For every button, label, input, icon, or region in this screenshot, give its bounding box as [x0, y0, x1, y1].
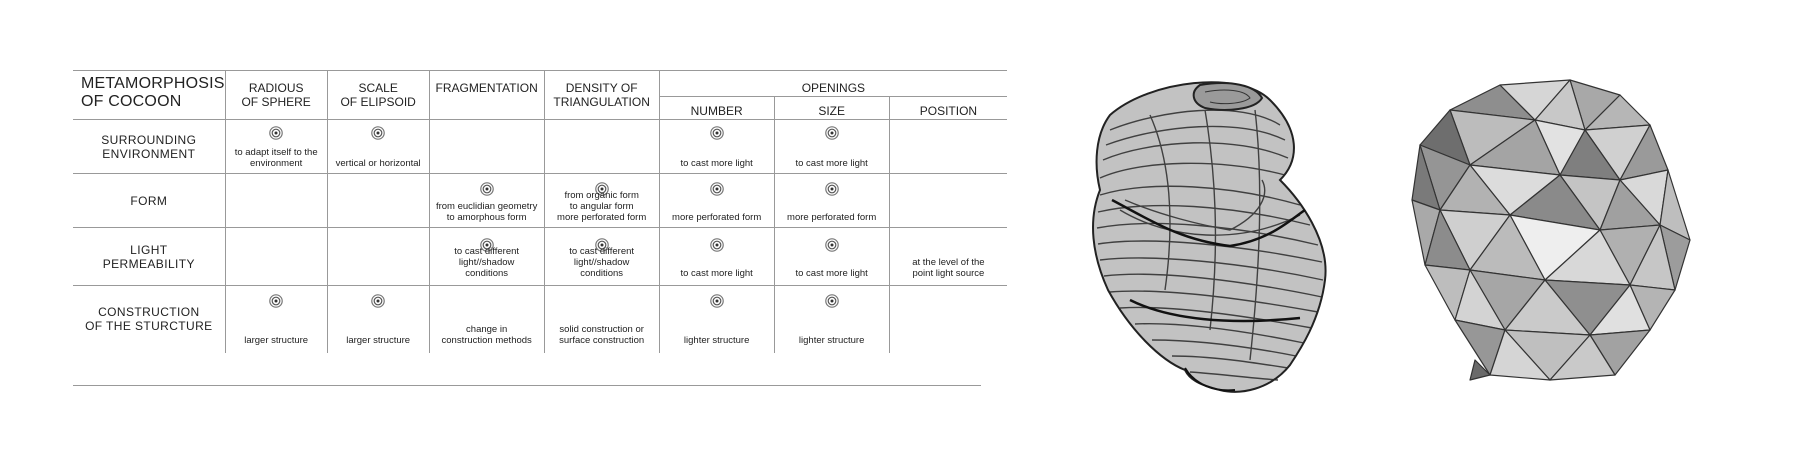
matrix-title-line-1: METAMORPHOSIS — [81, 75, 225, 92]
cell-surrounding-environment-radius — [225, 120, 327, 174]
target-marker-icon — [710, 182, 724, 196]
cell-note-line: conditions — [580, 268, 624, 279]
column-header-density-line-1: DENSITY OF — [565, 81, 638, 95]
subcolumn-number: NUMBER — [659, 97, 774, 120]
row-label-construction-line-2: OF THE STURCTURE — [85, 319, 213, 334]
cell-note — [775, 158, 889, 169]
cell-form-openings-number — [659, 174, 774, 228]
cell-note-line: at the level of the — [912, 257, 985, 268]
cell-note-line: to angular form — [569, 201, 634, 212]
cell-note-line: to cast more light — [795, 158, 868, 169]
cell-light-permeability-openings-size — [774, 228, 889, 286]
cell-note — [660, 268, 774, 279]
row-label-light-permeability — [73, 228, 225, 286]
matrix-row-construction — [73, 286, 1007, 353]
column-header-density-line-2: TRIANGULATION — [553, 95, 650, 109]
column-group-openings — [659, 71, 1007, 97]
row-label-surrounding-environment-line-1: SURROUNDING — [101, 132, 197, 147]
matrix-row-light-permeability — [73, 228, 1007, 286]
cell-note — [775, 335, 889, 346]
cell-light-permeability-scale — [327, 228, 429, 286]
row-label-light-permeability-line-1: LIGHT — [130, 242, 168, 257]
cell-note-line: construction methods — [441, 335, 532, 346]
row-label-surrounding-environment — [73, 120, 225, 174]
cell-note — [328, 335, 429, 346]
cell-note-line: point light source — [912, 268, 985, 279]
column-header-radius-line-1: RADIOUS — [248, 81, 304, 95]
cell-form-fragmentation — [429, 174, 544, 228]
cell-note-line: to cast different — [569, 246, 635, 257]
cell-surrounding-environment-scale — [327, 120, 429, 174]
cell-note-line: lighter structure — [683, 335, 750, 346]
cell-note-line: light//shadow — [573, 257, 630, 268]
target-marker-icon — [710, 294, 724, 308]
cell-light-permeability-openings-position — [889, 228, 1007, 286]
column-header-fragmentation-line-1: FRAGMENTATION — [435, 81, 538, 95]
contoured-cocoon-render — [1093, 82, 1326, 392]
target-marker-icon — [825, 126, 839, 140]
cell-note — [890, 257, 1008, 279]
target-marker-icon — [480, 182, 494, 196]
column-header-scale — [327, 71, 429, 120]
row-label-light-permeability-line-2: PERMEABILITY — [102, 256, 195, 271]
cell-surrounding-environment-openings-position — [889, 120, 1007, 174]
row-label-construction — [73, 286, 225, 353]
cell-note-line: environment — [250, 158, 303, 169]
cell-light-permeability-density — [544, 228, 659, 286]
target-marker-icon — [710, 126, 724, 140]
cell-note — [775, 212, 889, 223]
cell-note-line: lighter structure — [798, 335, 865, 346]
cell-note — [660, 212, 774, 223]
cell-form-openings-position — [889, 174, 1007, 228]
cell-construction-openings-position — [889, 286, 1007, 353]
cell-form-scale — [327, 174, 429, 228]
cell-note-line: light//shadow — [458, 257, 515, 268]
cell-surrounding-environment-openings-size — [774, 120, 889, 174]
cell-form-radius — [225, 174, 327, 228]
cell-note-line: from organic form — [564, 190, 639, 201]
cell-construction-scale — [327, 286, 429, 353]
cell-note-line: to cast more light — [680, 158, 753, 169]
cell-note-line: larger structure — [244, 335, 309, 346]
cell-note-line: solid construction or — [559, 324, 644, 335]
row-label-construction-line-1: CONSTRUCTION — [98, 305, 200, 320]
metamorphosis-matrix — [73, 70, 1007, 353]
cell-note-line: conditions — [465, 268, 509, 279]
matrix-title — [73, 71, 225, 120]
cell-note — [660, 335, 774, 346]
row-label-form — [73, 174, 225, 228]
target-marker-icon — [710, 238, 724, 252]
row-label-form-line-1: FORM — [130, 193, 168, 208]
cell-note — [660, 158, 774, 169]
cell-construction-fragmentation — [429, 286, 544, 353]
cell-note-line: to cast more light — [795, 268, 868, 279]
target-marker-icon — [825, 182, 839, 196]
cell-note — [545, 190, 659, 223]
column-group-openings-label: OPENINGS — [801, 81, 866, 95]
subcolumn-position: POSITION — [889, 97, 1007, 120]
matrix-title-line-2: OF COCOON — [81, 93, 182, 110]
target-marker-icon — [371, 294, 385, 308]
target-marker-icon — [269, 294, 283, 308]
target-marker-icon — [825, 238, 839, 252]
cell-note-line: to cast different — [454, 246, 520, 257]
cell-surrounding-environment-density — [544, 120, 659, 174]
cell-note-line: to adapt itself to the — [234, 147, 318, 158]
cell-surrounding-environment-fragmentation — [429, 120, 544, 174]
cell-note — [545, 324, 659, 346]
cell-note-line: to amorphous form — [446, 212, 527, 223]
faceted-cocoon-render — [1412, 80, 1690, 380]
cell-note — [775, 268, 889, 279]
cell-surrounding-environment-openings-number — [659, 120, 774, 174]
column-header-density — [544, 71, 659, 120]
cell-note-line: more perforated form — [557, 212, 647, 223]
target-marker-icon — [825, 294, 839, 308]
cell-note-line: vertical or horizontal — [335, 158, 421, 169]
matrix-row-surrounding-environment — [73, 120, 1007, 174]
cell-note-line: change in — [466, 324, 508, 335]
column-header-scale-line-2: OF ELIPSOID — [340, 95, 416, 109]
subcolumn-size: SIZE — [774, 97, 889, 120]
cell-note — [430, 324, 544, 346]
cell-note-line: more perforated form — [787, 212, 877, 223]
cocoon-renders — [1000, 0, 1800, 468]
cell-form-density — [544, 174, 659, 228]
cell-construction-density — [544, 286, 659, 353]
cell-note — [430, 201, 544, 223]
cell-light-permeability-fragmentation — [429, 228, 544, 286]
cell-construction-openings-number — [659, 286, 774, 353]
column-header-radius — [225, 71, 327, 120]
cell-construction-radius — [225, 286, 327, 353]
cell-construction-openings-size — [774, 286, 889, 353]
cell-note-line: larger structure — [346, 335, 411, 346]
cell-note — [226, 147, 327, 169]
cell-note-line: to cast more light — [680, 268, 753, 279]
cell-note — [545, 246, 659, 279]
cell-light-permeability-openings-number — [659, 228, 774, 286]
matrix-bottom-rule — [73, 385, 981, 386]
column-header-fragmentation — [429, 71, 544, 120]
target-marker-icon — [371, 126, 385, 140]
cell-form-openings-size — [774, 174, 889, 228]
column-header-radius-line-2: OF SPHERE — [241, 95, 311, 109]
cell-note-line: more perforated form — [672, 212, 762, 223]
row-label-surrounding-environment-line-2: ENVIRONMENT — [102, 146, 196, 161]
cell-note-line: surface construction — [559, 335, 645, 346]
target-marker-icon — [269, 126, 283, 140]
cell-note — [430, 246, 544, 279]
column-header-scale-line-1: SCALE — [358, 81, 398, 95]
cell-note — [328, 158, 429, 169]
cell-note-line: from euclidian geometry — [435, 201, 538, 212]
cell-note — [226, 335, 327, 346]
matrix-row-form — [73, 174, 1007, 228]
cell-light-permeability-radius — [225, 228, 327, 286]
